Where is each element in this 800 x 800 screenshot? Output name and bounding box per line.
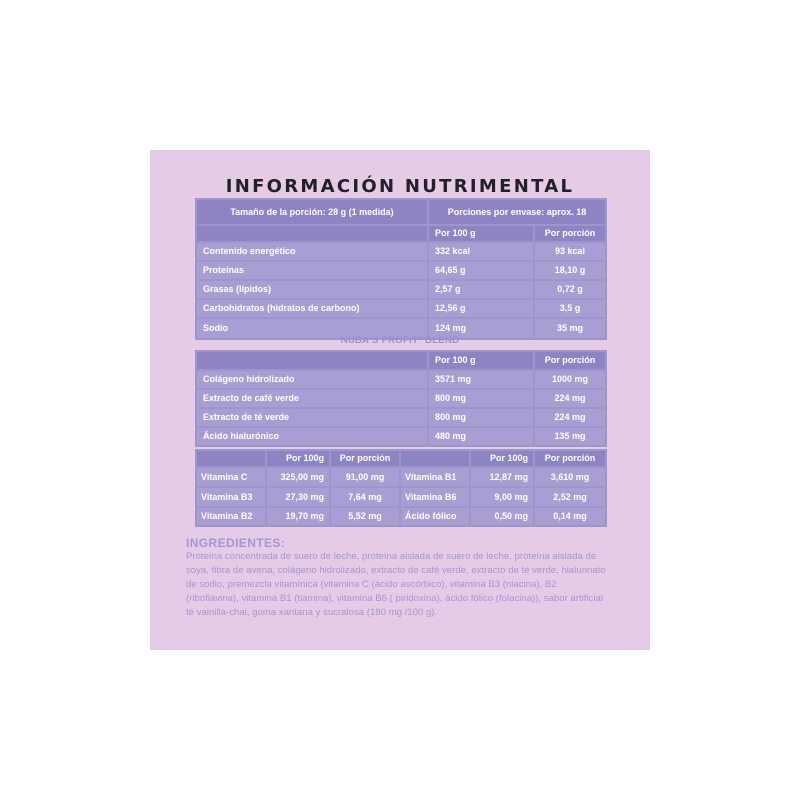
vitamin-per-serving: 5,52 mg xyxy=(331,508,399,525)
table-row xyxy=(195,300,607,317)
vitamin-per-serving: 3,610 mg xyxy=(535,468,605,486)
header-empty xyxy=(401,451,469,466)
header-per-100g: Por 100g xyxy=(267,451,329,466)
header-per-100g: Por 100 g xyxy=(429,226,533,241)
header-empty xyxy=(197,226,427,241)
nutrient-per-100g: 124 mg xyxy=(429,319,533,338)
table-row xyxy=(195,390,607,407)
table-row xyxy=(195,488,607,506)
blend-ingredient: Ácido hialurónico xyxy=(197,428,427,445)
blend-per-100g: 480 mg xyxy=(429,428,533,445)
ingredients-text: Proteína concentrada de suero de leche, proteína aislada de suero de leche, proteína aislada de soya, fibra de avena, colágeno hidrolizado, extracto de café verde, extracto de té verde, hialurinato de sodio, premezcla vitamínica (vitamina C (ácido ascórbico), vitamina B3 (niacina), B2 (riboflavina), vitamina B1 (tiamina), vitamina B6 ( piridoxina), ácido fólico (folacina)), sabor artificial té vainilla-chai, goma xantana y sucralosa (180 mg /100 g). xyxy=(186,551,606,618)
blend-ingredient: Colágeno hidrolizado xyxy=(197,371,427,388)
blend-ingredient: Extracto de té verde xyxy=(197,409,427,426)
table-row xyxy=(195,281,607,298)
nutrient-per-100g: 2,57 g xyxy=(429,281,533,298)
blend-per-serving: 1000 mg xyxy=(535,371,605,388)
vitamin-per-serving: 0,14 mg xyxy=(535,508,605,525)
vitamin-name: Vitamina B2 xyxy=(197,508,265,525)
nutrient-name: Contenido energético xyxy=(197,243,427,260)
vitamin-per-100g: 19,70 mg xyxy=(267,508,329,525)
nutrient-name: Proteínas xyxy=(197,262,427,279)
serving-size: Tamaño de la porción: 28 g (1 medida) xyxy=(197,200,427,224)
vitamins-table xyxy=(195,449,607,527)
table-header-row xyxy=(195,226,607,241)
nutrient-name: Carbohidratos (hidratos de carbono) xyxy=(197,300,427,317)
vitamin-per-serving: 7,64 mg xyxy=(331,488,399,506)
header-per-serving: Por porción xyxy=(331,451,399,466)
nutrient-per-serving: 35 mg xyxy=(535,319,605,338)
table-row xyxy=(195,262,607,279)
vitamin-per-serving: 2,52 mg xyxy=(535,488,605,506)
table-header-row xyxy=(195,352,607,369)
nutrient-per-100g: 12,56 g xyxy=(429,300,533,317)
table-row xyxy=(195,468,607,486)
table-header-row xyxy=(195,451,607,466)
blend-per-serving: 135 mg xyxy=(535,428,605,445)
ingredients-title: INGREDIENTES: xyxy=(186,536,286,550)
vitamin-per-100g: 9,00 mg xyxy=(471,488,533,506)
vitamin-name: Vitamina B3 xyxy=(197,488,265,506)
vitamin-name: Vitamina B6 xyxy=(401,488,469,506)
nutrient-name: Sodio xyxy=(197,319,427,338)
nutrient-per-serving: 18,10 g xyxy=(535,262,605,279)
vitamin-per-serving: 91,00 mg xyxy=(331,468,399,486)
nutrition-table xyxy=(195,198,607,340)
label-title: INFORMACIÓN NUTRIMENTAL xyxy=(225,176,575,197)
vitamin-name: Vitamina C xyxy=(197,468,265,486)
vitamin-per-100g: 12,87 mg xyxy=(471,468,533,486)
header-per-serving: Por porción xyxy=(535,451,605,466)
vitamin-per-100g: 0,50 mg xyxy=(471,508,533,525)
blend-per-100g: 3571 mg xyxy=(429,371,533,388)
header-empty xyxy=(197,352,427,369)
vitamin-per-100g: 27,30 mg xyxy=(267,488,329,506)
table-row xyxy=(195,508,607,525)
nutrition-label-panel xyxy=(150,150,650,650)
nutrient-per-serving: 0,72 g xyxy=(535,281,605,298)
serving-row xyxy=(195,200,607,224)
nutrient-per-100g: 64,65 g xyxy=(429,262,533,279)
blend-label: NUBA'S PROFIT* BLEND xyxy=(340,335,460,346)
vitamin-per-100g: 325,00 mg xyxy=(267,468,329,486)
nutrient-per-100g: 332 kcal xyxy=(429,243,533,260)
header-per-100g: Por 100g xyxy=(471,451,533,466)
nutrient-name: Grasas (lípidos) xyxy=(197,281,427,298)
vitamin-name: Vitamina B1 xyxy=(401,468,469,486)
header-per-100g: Por 100 g xyxy=(429,352,533,369)
vitamin-name: Ácido fólico xyxy=(401,508,469,525)
table-row xyxy=(195,409,607,426)
blend-ingredient: Extracto de café verde xyxy=(197,390,427,407)
header-per-serving: Por porción xyxy=(535,226,605,241)
blend-per-serving: 224 mg xyxy=(535,409,605,426)
nutrient-per-serving: 3,5 g xyxy=(535,300,605,317)
blend-per-100g: 800 mg xyxy=(429,390,533,407)
servings-per-container: Porciones por envase: aprox. 18 xyxy=(429,200,605,224)
header-per-serving: Por porción xyxy=(535,352,605,369)
table-row xyxy=(195,428,607,445)
nutrient-per-serving: 93 kcal xyxy=(535,243,605,260)
blend-table xyxy=(195,350,607,447)
header-empty xyxy=(197,451,265,466)
table-row xyxy=(195,371,607,388)
table-row xyxy=(195,243,607,260)
blend-per-100g: 800 mg xyxy=(429,409,533,426)
blend-per-serving: 224 mg xyxy=(535,390,605,407)
